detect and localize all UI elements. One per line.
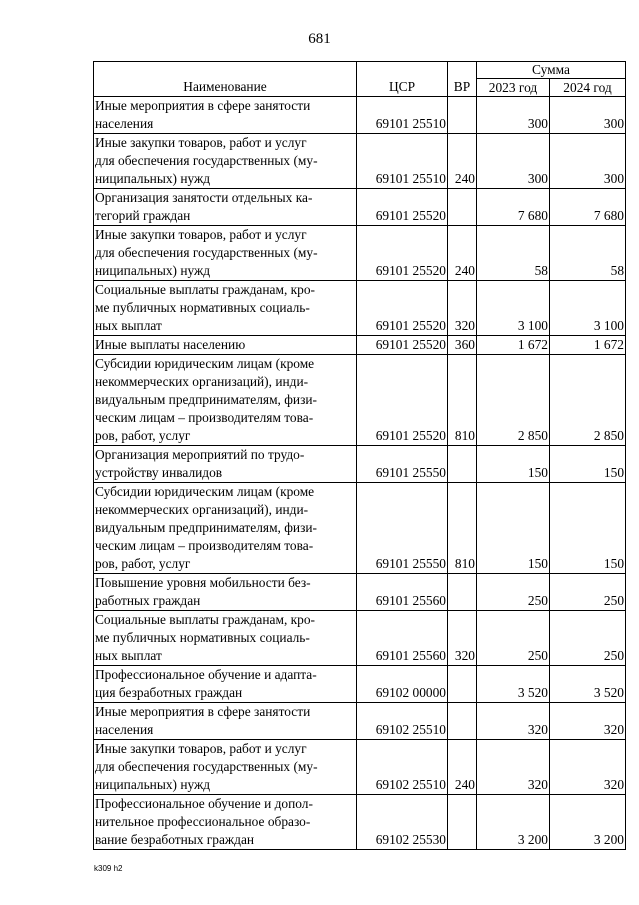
cell-name — [94, 740, 357, 795]
table-row — [94, 97, 626, 134]
table-row — [94, 226, 626, 281]
cell-name-line: Иные мероприятия в сфере занятости — [95, 704, 311, 719]
cell-name-line: тегорий граждан — [95, 208, 191, 223]
header-year-2023: 2023 год — [477, 79, 550, 97]
cell-csr: 69101 25510 — [357, 97, 448, 134]
cell-2024: 320 — [550, 740, 626, 795]
cell-vr: 240 — [448, 226, 477, 281]
cell-name-line: для обеспечения государственных (му- — [95, 245, 318, 260]
cell-2024: 250 — [550, 574, 626, 611]
cell-2023: 3 200 — [477, 795, 550, 850]
header-vr: ВР — [448, 62, 477, 97]
table-body — [94, 97, 626, 850]
cell-name — [94, 446, 357, 483]
cell-name-line: работных граждан — [95, 593, 201, 608]
cell-2024: 7 680 — [550, 189, 626, 226]
cell-name-line: ров, работ, услуг — [95, 556, 191, 571]
cell-vr — [448, 97, 477, 134]
header-csr: ЦСР — [357, 62, 448, 97]
cell-2023: 300 — [477, 134, 550, 189]
cell-name-line: Субсидии юридическим лицам (кроме — [95, 356, 315, 371]
cell-csr: 69101 25520 — [357, 336, 448, 355]
cell-csr: 69101 25520 — [357, 355, 448, 446]
cell-name-line: Организация занятости отдельных ка- — [95, 190, 313, 205]
cell-csr: 69101 25550 — [357, 446, 448, 483]
cell-name-line: ных выплат — [95, 648, 162, 663]
cell-name — [94, 189, 357, 226]
cell-2024: 320 — [550, 703, 626, 740]
page-number: 681 — [308, 31, 331, 47]
cell-2024: 150 — [550, 446, 626, 483]
cell-name-line: ных выплат — [95, 318, 162, 333]
table-row — [94, 574, 626, 611]
budget-table — [93, 61, 626, 850]
cell-name-line: нительное профессиональное образо- — [95, 814, 311, 829]
cell-name — [94, 355, 357, 446]
cell-vr: 810 — [448, 483, 477, 574]
cell-2024: 1 672 — [550, 336, 626, 355]
cell-2024: 300 — [550, 97, 626, 134]
cell-2024: 2 850 — [550, 355, 626, 446]
cell-name-line: для обеспечения государственных (му- — [95, 153, 318, 168]
cell-name-line: Иные закупки товаров, работ и услуг — [95, 135, 307, 150]
cell-csr: 69102 25510 — [357, 740, 448, 795]
cell-csr: 69101 25520 — [357, 226, 448, 281]
table-row — [94, 795, 626, 850]
cell-2023: 320 — [477, 740, 550, 795]
cell-name-line: Профессиональное обучение и адапта- — [95, 667, 317, 682]
cell-csr: 69101 25520 — [357, 281, 448, 336]
cell-2023: 1 672 — [477, 336, 550, 355]
cell-vr: 810 — [448, 355, 477, 446]
cell-name-line: Профессиональное обучение и допол- — [95, 796, 313, 811]
cell-2024: 3 200 — [550, 795, 626, 850]
cell-name-line: Иные мероприятия в сфере занятости — [95, 98, 311, 113]
cell-name — [94, 666, 357, 703]
header-sum: Сумма — [477, 62, 626, 79]
cell-2024: 250 — [550, 611, 626, 666]
cell-name — [94, 483, 357, 574]
cell-2023: 2 850 — [477, 355, 550, 446]
cell-2024: 150 — [550, 483, 626, 574]
cell-csr: 69101 25560 — [357, 574, 448, 611]
cell-name-line: Иные закупки товаров, работ и услуг — [95, 227, 307, 242]
cell-name — [94, 281, 357, 336]
header-year-2024: 2024 год — [550, 79, 626, 97]
cell-2024: 3 520 — [550, 666, 626, 703]
cell-2023: 3 520 — [477, 666, 550, 703]
cell-vr: 240 — [448, 740, 477, 795]
cell-name — [94, 574, 357, 611]
cell-csr: 69102 25510 — [357, 703, 448, 740]
cell-name-line: Организация мероприятий по трудо- — [95, 447, 305, 462]
cell-name-line: видуальным предпринимателям, физи- — [95, 392, 317, 407]
cell-name-line: Субсидии юридическим лицам (кроме — [95, 484, 315, 499]
cell-name-line: для обеспечения государственных (му- — [95, 759, 318, 774]
cell-csr: 69101 25510 — [357, 134, 448, 189]
cell-2024: 3 100 — [550, 281, 626, 336]
cell-name-line: ме публичных нормативных социаль- — [95, 630, 310, 645]
cell-name-line: ческим лицам – производителям това- — [95, 538, 314, 553]
cell-2023: 150 — [477, 446, 550, 483]
cell-csr: 69101 25560 — [357, 611, 448, 666]
table-row — [94, 281, 626, 336]
cell-2024: 58 — [550, 226, 626, 281]
cell-name-line: ниципальных) нужд — [95, 777, 211, 792]
cell-name-line: Социальные выплаты гражданам, кро- — [95, 282, 315, 297]
table-row — [94, 446, 626, 483]
cell-name-line: некоммерческих организаций), инди- — [95, 374, 309, 389]
footer-code: k309 h2 — [94, 864, 123, 873]
cell-name-line: ме публичных нормативных социаль- — [95, 300, 310, 315]
cell-name — [94, 611, 357, 666]
cell-2023: 7 680 — [477, 189, 550, 226]
table-row — [94, 666, 626, 703]
cell-name-line: Иные выплаты населению — [95, 337, 246, 352]
cell-2024: 300 — [550, 134, 626, 189]
cell-vr — [448, 189, 477, 226]
table-row — [94, 336, 626, 355]
cell-name-line: Иные закупки товаров, работ и услуг — [95, 741, 307, 756]
cell-2023: 320 — [477, 703, 550, 740]
cell-vr — [448, 446, 477, 483]
cell-2023: 150 — [477, 483, 550, 574]
cell-name-line: ниципальных) нужд — [95, 263, 211, 278]
table-row — [94, 740, 626, 795]
cell-2023: 250 — [477, 574, 550, 611]
cell-name-line: населения — [95, 116, 154, 131]
cell-vr — [448, 703, 477, 740]
cell-name — [94, 134, 357, 189]
cell-name-line: ческим лицам – производителям това- — [95, 410, 314, 425]
cell-name — [94, 97, 357, 134]
cell-vr — [448, 666, 477, 703]
cell-name-line: ниципальных) нужд — [95, 171, 211, 186]
table-row — [94, 703, 626, 740]
table-row — [94, 611, 626, 666]
cell-2023: 3 100 — [477, 281, 550, 336]
cell-name-line: Социальные выплаты гражданам, кро- — [95, 612, 315, 627]
table-row — [94, 483, 626, 574]
cell-name — [94, 703, 357, 740]
table-row — [94, 189, 626, 226]
cell-vr — [448, 795, 477, 850]
cell-vr: 320 — [448, 281, 477, 336]
cell-name-line: устройству инвалидов — [95, 465, 223, 480]
cell-csr: 69101 25520 — [357, 189, 448, 226]
header-name: Наименование — [94, 62, 357, 97]
cell-name-line: видуальным предпринимателям, физи- — [95, 520, 317, 535]
cell-csr: 69101 25550 — [357, 483, 448, 574]
table-row — [94, 134, 626, 189]
cell-vr: 240 — [448, 134, 477, 189]
cell-name — [94, 226, 357, 281]
cell-csr: 69102 25530 — [357, 795, 448, 850]
cell-name-line: вание безработных граждан — [95, 832, 255, 847]
cell-2023: 250 — [477, 611, 550, 666]
cell-name-line: ров, работ, услуг — [95, 428, 191, 443]
cell-name-line: населения — [95, 722, 154, 737]
cell-name-line: Повышение уровня мобильности без- — [95, 575, 311, 590]
cell-name — [94, 795, 357, 850]
cell-2023: 300 — [477, 97, 550, 134]
cell-name — [94, 336, 357, 355]
cell-csr: 69102 00000 — [357, 666, 448, 703]
cell-vr: 360 — [448, 336, 477, 355]
cell-name-line: некоммерческих организаций), инди- — [95, 502, 309, 517]
cell-vr: 320 — [448, 611, 477, 666]
cell-2023: 58 — [477, 226, 550, 281]
cell-name-line: ция безработных граждан — [95, 685, 243, 700]
cell-vr — [448, 574, 477, 611]
table-row — [94, 355, 626, 446]
table-header — [94, 62, 626, 97]
